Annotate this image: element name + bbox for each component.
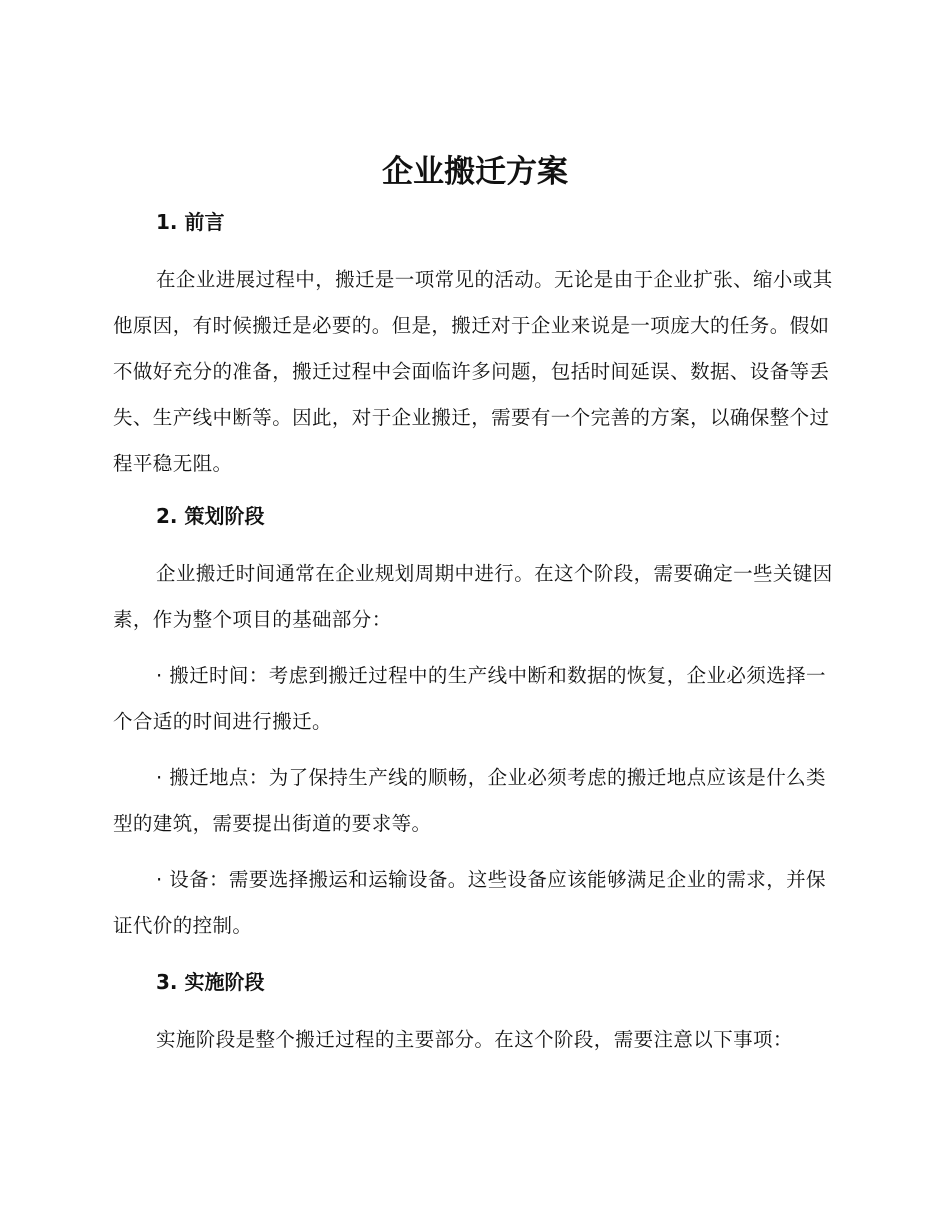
paragraph-planning-intro: 企业搬迁时间通常在企业规划周期中进行。在这个阶段，需要确定一些关键因素，作为整个项目的基础部分：	[113, 562, 833, 631]
bullet-equipment: · 设备：需要选择搬运和运输设备。这些设备应该能够满足企业的需求，并保证代价的控制。	[113, 868, 826, 937]
section-heading-planning: 2. 策划阶段	[156, 504, 265, 528]
document-title: 企业搬迁方案	[382, 154, 568, 190]
section-heading-preface: 1. 前言	[156, 210, 225, 234]
bullet-relocation-site: · 搬迁地点：为了保持生产线的顺畅，企业必须考虑的搬迁地点应该是什么类型的建筑，需要提出街道的要求等。	[113, 766, 826, 835]
paragraph-implementation-intro: 实施阶段是整个搬迁过程的主要部分。在这个阶段，需要注意以下事项：	[156, 1028, 793, 1051]
bullet-relocation-time: · 搬迁时间：考虑到搬迁过程中的生产线中断和数据的恢复，企业必须选择一个合适的时间进行搬迁。	[113, 664, 826, 733]
paragraph-preface: 在企业进展过程中，搬迁是一项常见的活动。无论是由于企业扩张、缩小或其他原因，有时候搬迁是必要的。但是，搬迁对于企业来说是一项庞大的任务。假如不做好充分的准备，搬迁过程中会面临许多问题，包括时间延误、数据、设备等丢失、生产线中断等。因此，对于企业搬迁，需要有一个完善的方案，以确保整个过程平稳无阻。	[113, 268, 833, 475]
section-heading-implementation: 3. 实施阶段	[156, 970, 265, 994]
